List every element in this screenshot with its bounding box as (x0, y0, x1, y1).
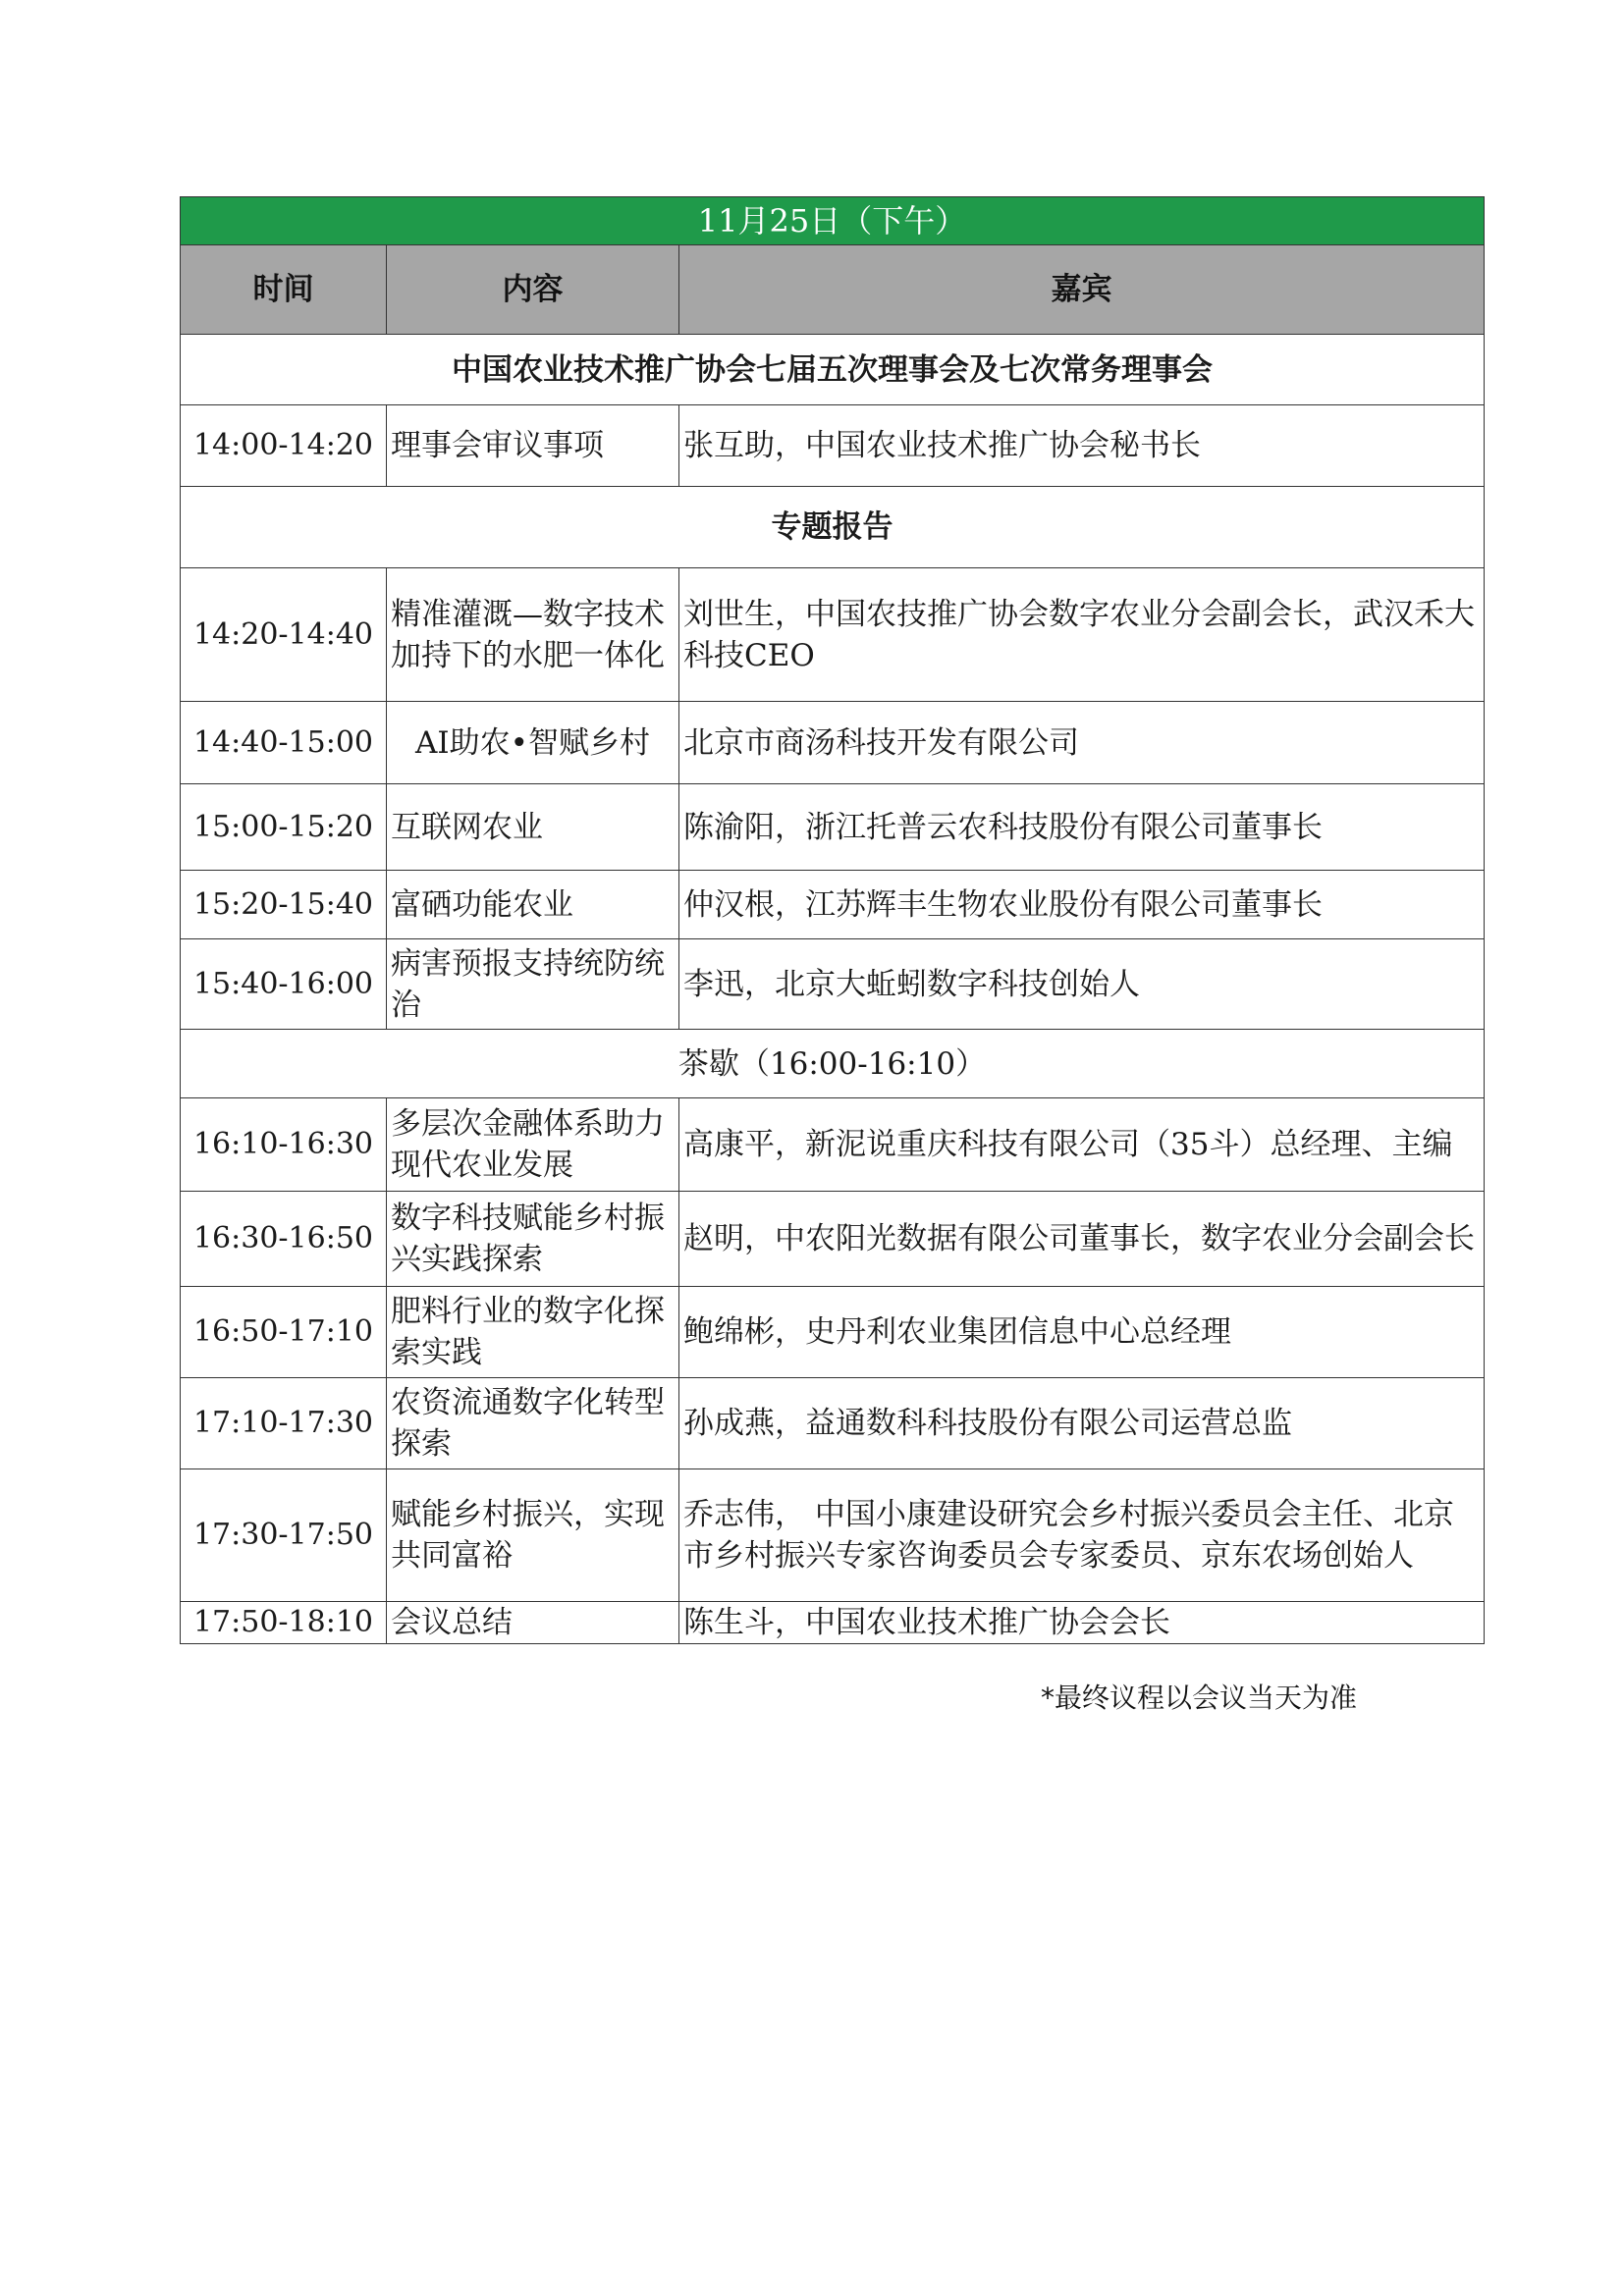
row-time: 14:20-14:40 (181, 568, 387, 702)
row-topic: 赋能乡村振兴，实现共同富裕 (387, 1469, 679, 1602)
final-agenda-footnote: *最终议程以会议当天为准 (1041, 1682, 1358, 1714)
table-row (181, 784, 1485, 871)
table-row (181, 871, 1485, 939)
header-topic: 内容 (387, 245, 679, 335)
row-guest: 李迅，北京大蚯蚓数字科技创始人 (679, 939, 1485, 1030)
section-council-title: 中国农业技术推广协会七届五次理事会及七次常务理事会 (181, 335, 1485, 405)
row-time: 17:10-17:30 (181, 1378, 387, 1469)
table-row (181, 1378, 1485, 1469)
row-time: 17:50-18:10 (181, 1602, 387, 1644)
row-time: 15:00-15:20 (181, 784, 387, 871)
break-row (181, 1030, 1485, 1098)
row-time: 16:10-16:30 (181, 1098, 387, 1192)
row-guest: 鲍绵彬，史丹利农业集团信息中心总经理 (679, 1287, 1485, 1378)
row-time: 14:00-14:20 (181, 405, 387, 487)
table-row (181, 568, 1485, 702)
row-topic: 会议总结 (387, 1602, 679, 1644)
row-time: 15:40-16:00 (181, 939, 387, 1030)
row-guest: 陈生斗，中国农业技术推广协会会长 (679, 1602, 1485, 1644)
row-guest: 刘世生，中国农技推广协会数字农业分会副会长，武汉禾大科技CEO (679, 568, 1485, 702)
row-time: 15:20-15:40 (181, 871, 387, 939)
row-topic: AI助农•智赋乡村 (387, 702, 679, 784)
row-time: 16:50-17:10 (181, 1287, 387, 1378)
row-guest: 北京市商汤科技开发有限公司 (679, 702, 1485, 784)
row-time: 16:30-16:50 (181, 1192, 387, 1287)
table-row (181, 702, 1485, 784)
row-guest: 乔志伟， 中国小康建设研究会乡村振兴委员会主任、北京市乡村振兴专家咨询委员会专家委员、京东农场创始人 (679, 1469, 1485, 1602)
table-row (181, 1287, 1485, 1378)
section-reports-row (181, 487, 1485, 568)
table-row (181, 1602, 1485, 1644)
date-title: 11月25日（下午） (181, 197, 1485, 245)
row-guest: 张互助，中国农业技术推广协会秘书长 (679, 405, 1485, 487)
header-row (181, 245, 1485, 335)
row-guest: 陈渝阳，浙江托普云农科技股份有限公司董事长 (679, 784, 1485, 871)
date-title-row (181, 197, 1485, 245)
row-topic: 多层次金融体系助力现代农业发展 (387, 1098, 679, 1192)
row-time: 14:40-15:00 (181, 702, 387, 784)
row-guest: 赵明，中农阳光数据有限公司董事长，数字农业分会副会长 (679, 1192, 1485, 1287)
row-topic: 肥料行业的数字化探索实践 (387, 1287, 679, 1378)
row-guest: 仲汉根，江苏辉丰生物农业股份有限公司董事长 (679, 871, 1485, 939)
row-topic: 理事会审议事项 (387, 405, 679, 487)
table-row (181, 939, 1485, 1030)
table-row (181, 1469, 1485, 1602)
header-time: 时间 (181, 245, 387, 335)
table-row (181, 1192, 1485, 1287)
table-row (181, 1098, 1485, 1192)
header-guest: 嘉宾 (679, 245, 1485, 335)
row-time: 17:30-17:50 (181, 1469, 387, 1602)
tea-break-label: 茶歇（16:00-16:10） (181, 1030, 1485, 1098)
row-topic: 农资流通数字化转型探索 (387, 1378, 679, 1469)
row-guest: 孙成燕，益通数科科技股份有限公司运营总监 (679, 1378, 1485, 1469)
table-row (181, 405, 1485, 487)
section-reports-title: 专题报告 (181, 487, 1485, 568)
row-topic: 数字科技赋能乡村振兴实践探索 (387, 1192, 679, 1287)
row-topic: 互联网农业 (387, 784, 679, 871)
row-topic: 精准灌溉—数字技术加持下的水肥一体化 (387, 568, 679, 702)
row-topic: 病害预报支持统防统治 (387, 939, 679, 1030)
section-council-row (181, 335, 1485, 405)
row-guest: 高康平，新泥说重庆科技有限公司（35斗）总经理、主编 (679, 1098, 1485, 1192)
agenda-table (180, 196, 1485, 1644)
row-topic: 富硒功能农业 (387, 871, 679, 939)
